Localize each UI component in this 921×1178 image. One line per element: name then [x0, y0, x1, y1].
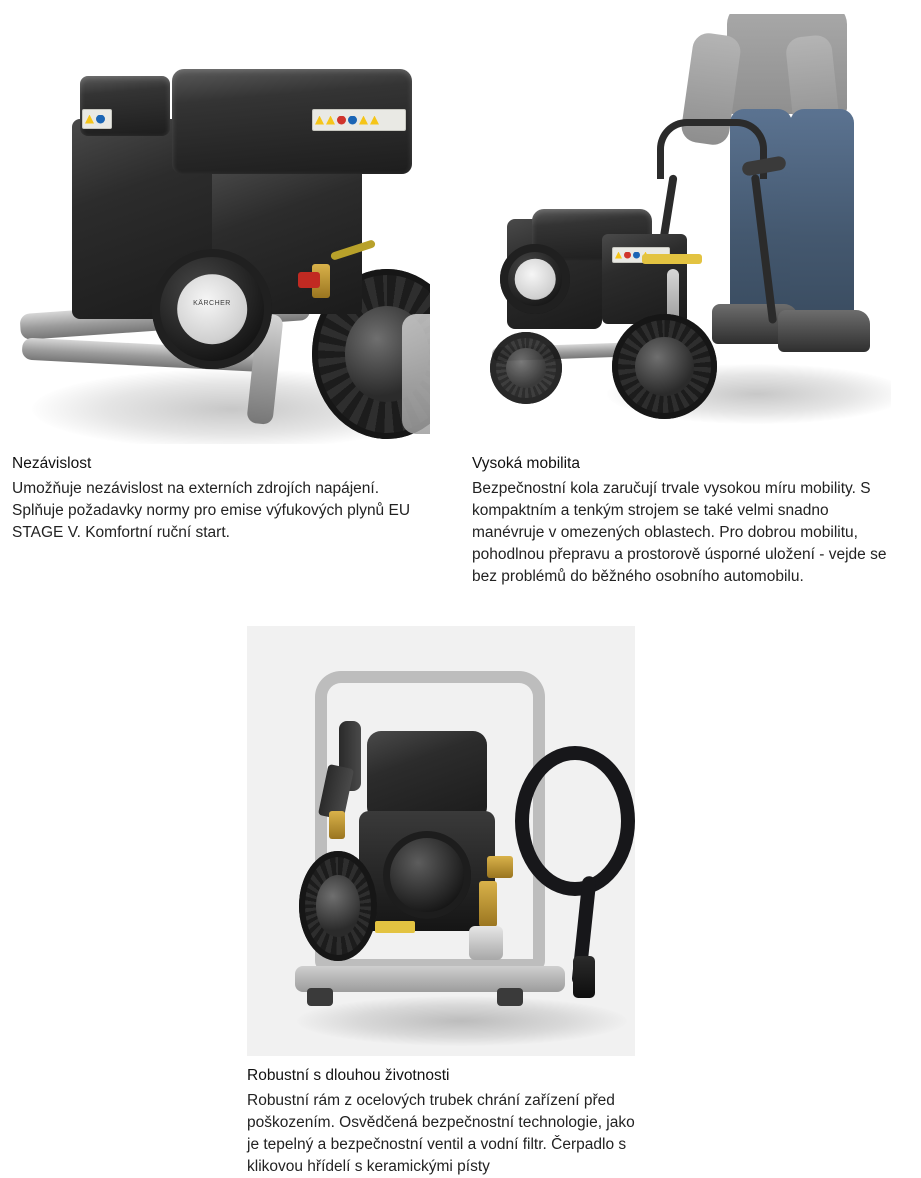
wheel-left — [299, 851, 377, 961]
yellow-label — [375, 921, 415, 933]
feature-text-robust: Robustní rám z ocelových trubek chrání zařízení před poškozením. Osvědčená bezpečnostní technologie, jako je tepelný a bezpečnostní ventil a vodní filtr. Čerpadlo s klikovou hřídelí s keramickými písty — [247, 1092, 635, 1175]
warning-triangle-icon — [370, 116, 379, 125]
warning-triangle-icon — [315, 116, 324, 125]
nozzle — [573, 956, 595, 998]
lance-brass-coupler — [329, 811, 345, 839]
feature-card-robust — [235, 612, 665, 1178]
engine-block — [367, 731, 487, 821]
warning-triangle-icon — [85, 115, 94, 124]
info-blue-icon — [633, 252, 640, 259]
warning-label-strip — [312, 109, 406, 131]
wheel-left — [490, 332, 562, 404]
recoil-hub — [515, 259, 556, 300]
feature-image-mobility — [472, 14, 891, 444]
brand-text: KÄRCHER — [193, 300, 231, 308]
brass-fitting-lower — [479, 881, 497, 927]
pump-disc — [383, 831, 471, 919]
no-entry-icon — [624, 252, 631, 259]
warning-triangle-icon — [615, 252, 622, 259]
feature-text-mobility: Bezpečnostní kola zaručují trvale vysokou míru mobility. S kompaktním a tenkým strojem se také velmi snadno manévruje v omezených oblastech. Pro dobrou mobilitu, pohodlnou přepravu a prostorově úsporné uložení - vejde se bez problémů do běžného osobního automobilu. — [472, 480, 887, 585]
brass-fitting-upper — [487, 856, 513, 878]
person-shoe-right — [778, 310, 870, 352]
hub-cap — [402, 314, 430, 434]
frame-foot-right — [497, 988, 523, 1006]
person-leg-right — [790, 109, 854, 324]
feature-text-independence: Umožňuje nezávislost na externích zdrojích napájení. Splňuje požadavky normy pro emise výfukových plynů EU STAGE V. Komfortní ruční start. — [12, 480, 411, 541]
feature-grid — [0, 0, 921, 588]
wheel-right — [612, 314, 717, 419]
info-blue-icon — [348, 116, 357, 125]
hose-coil — [515, 746, 635, 896]
pull-start-recoil — [500, 244, 570, 314]
no-entry-icon — [337, 116, 346, 125]
feature-image-independence — [12, 14, 430, 444]
small-label — [82, 109, 112, 129]
frame-foot-left — [307, 988, 333, 1006]
feature-image-robust — [247, 626, 635, 1056]
yellow-accent — [642, 254, 702, 264]
frame-base — [295, 966, 565, 992]
water-filter — [469, 926, 503, 960]
feature-card-independence — [0, 0, 460, 588]
info-blue-icon — [96, 115, 105, 124]
warning-triangle-icon — [359, 116, 368, 125]
feature-title-robust: Robustní s dlouhou životnosti — [247, 1067, 450, 1084]
shadow — [297, 996, 627, 1046]
feature-title-independence: Nezávislost — [12, 455, 92, 472]
feature-card-mobility — [460, 0, 921, 588]
warning-triangle-icon — [326, 116, 335, 125]
red-valve — [298, 272, 320, 288]
feature-title-mobility: Vysoká mobilita — [472, 455, 580, 472]
